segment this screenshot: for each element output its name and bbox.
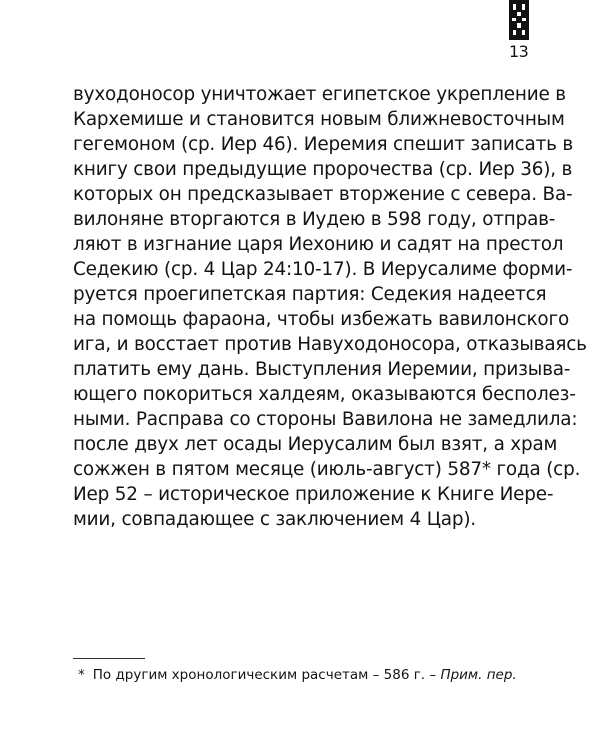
text-line: ющего покориться халдеям, оказываются бесполез- [73,384,576,405]
text-line: Кархемише и становится новым ближневосточным [73,109,565,130]
text-line: ными. Расправа со стороны Вавилона не замедлила: [73,409,578,430]
body-text [73,82,587,532]
text-line: на помощь фараона, чтобы избежать вавилонского [73,309,569,330]
text-line: вуходоносор уничтожает египетское укрепление в [73,84,566,105]
text-line: после двух лет осады Иерусалим был взят, а храм [73,434,558,455]
text-line: платить ему дань. Выступления Иеремии, призыва- [73,359,571,380]
footnote [78,666,517,684]
page-number: 13 [509,42,529,61]
text-line: ига, и восстает против Навуходоносора, отказываясь [73,334,587,355]
footnote-text: По другим хронологическим расчетам – 586 г. – [92,667,441,683]
text-line: которых он предсказывает вторжение с севера. Ва- [73,184,573,205]
text-line: вилоняне вторгаются в Иудею в 598 году, отправ- [73,209,556,230]
text-line: мии, совпадающее с заключением 4 Цар). [73,509,476,530]
footnote-marker: * [78,667,85,683]
text-line: гегемоном (ср. Иер 46). Иеремия спешит записать в [73,134,574,155]
corner-ornament-icon [509,0,529,40]
text-line: Седекию (ср. 4 Цар 24:10-17). В Иерусалиме форми- [73,259,573,280]
text-line: сожжен в пятом месяце (июль-август) 587* года (ср. [73,459,581,480]
text-line: ляют в изгнание царя Иехонию и садят на престол [73,234,564,255]
text-line: книгу свои предыдущие пророчества (ср. Иер 36), в [73,159,573,180]
text-line: руется проегипетская партия: Седекия надеется [73,284,547,305]
footnote-note-abbr: Прим. пер. [440,667,517,683]
text-line: Иер 52 – историческое приложение к Книге Иере- [73,484,554,505]
footnote-divider [73,658,145,659]
